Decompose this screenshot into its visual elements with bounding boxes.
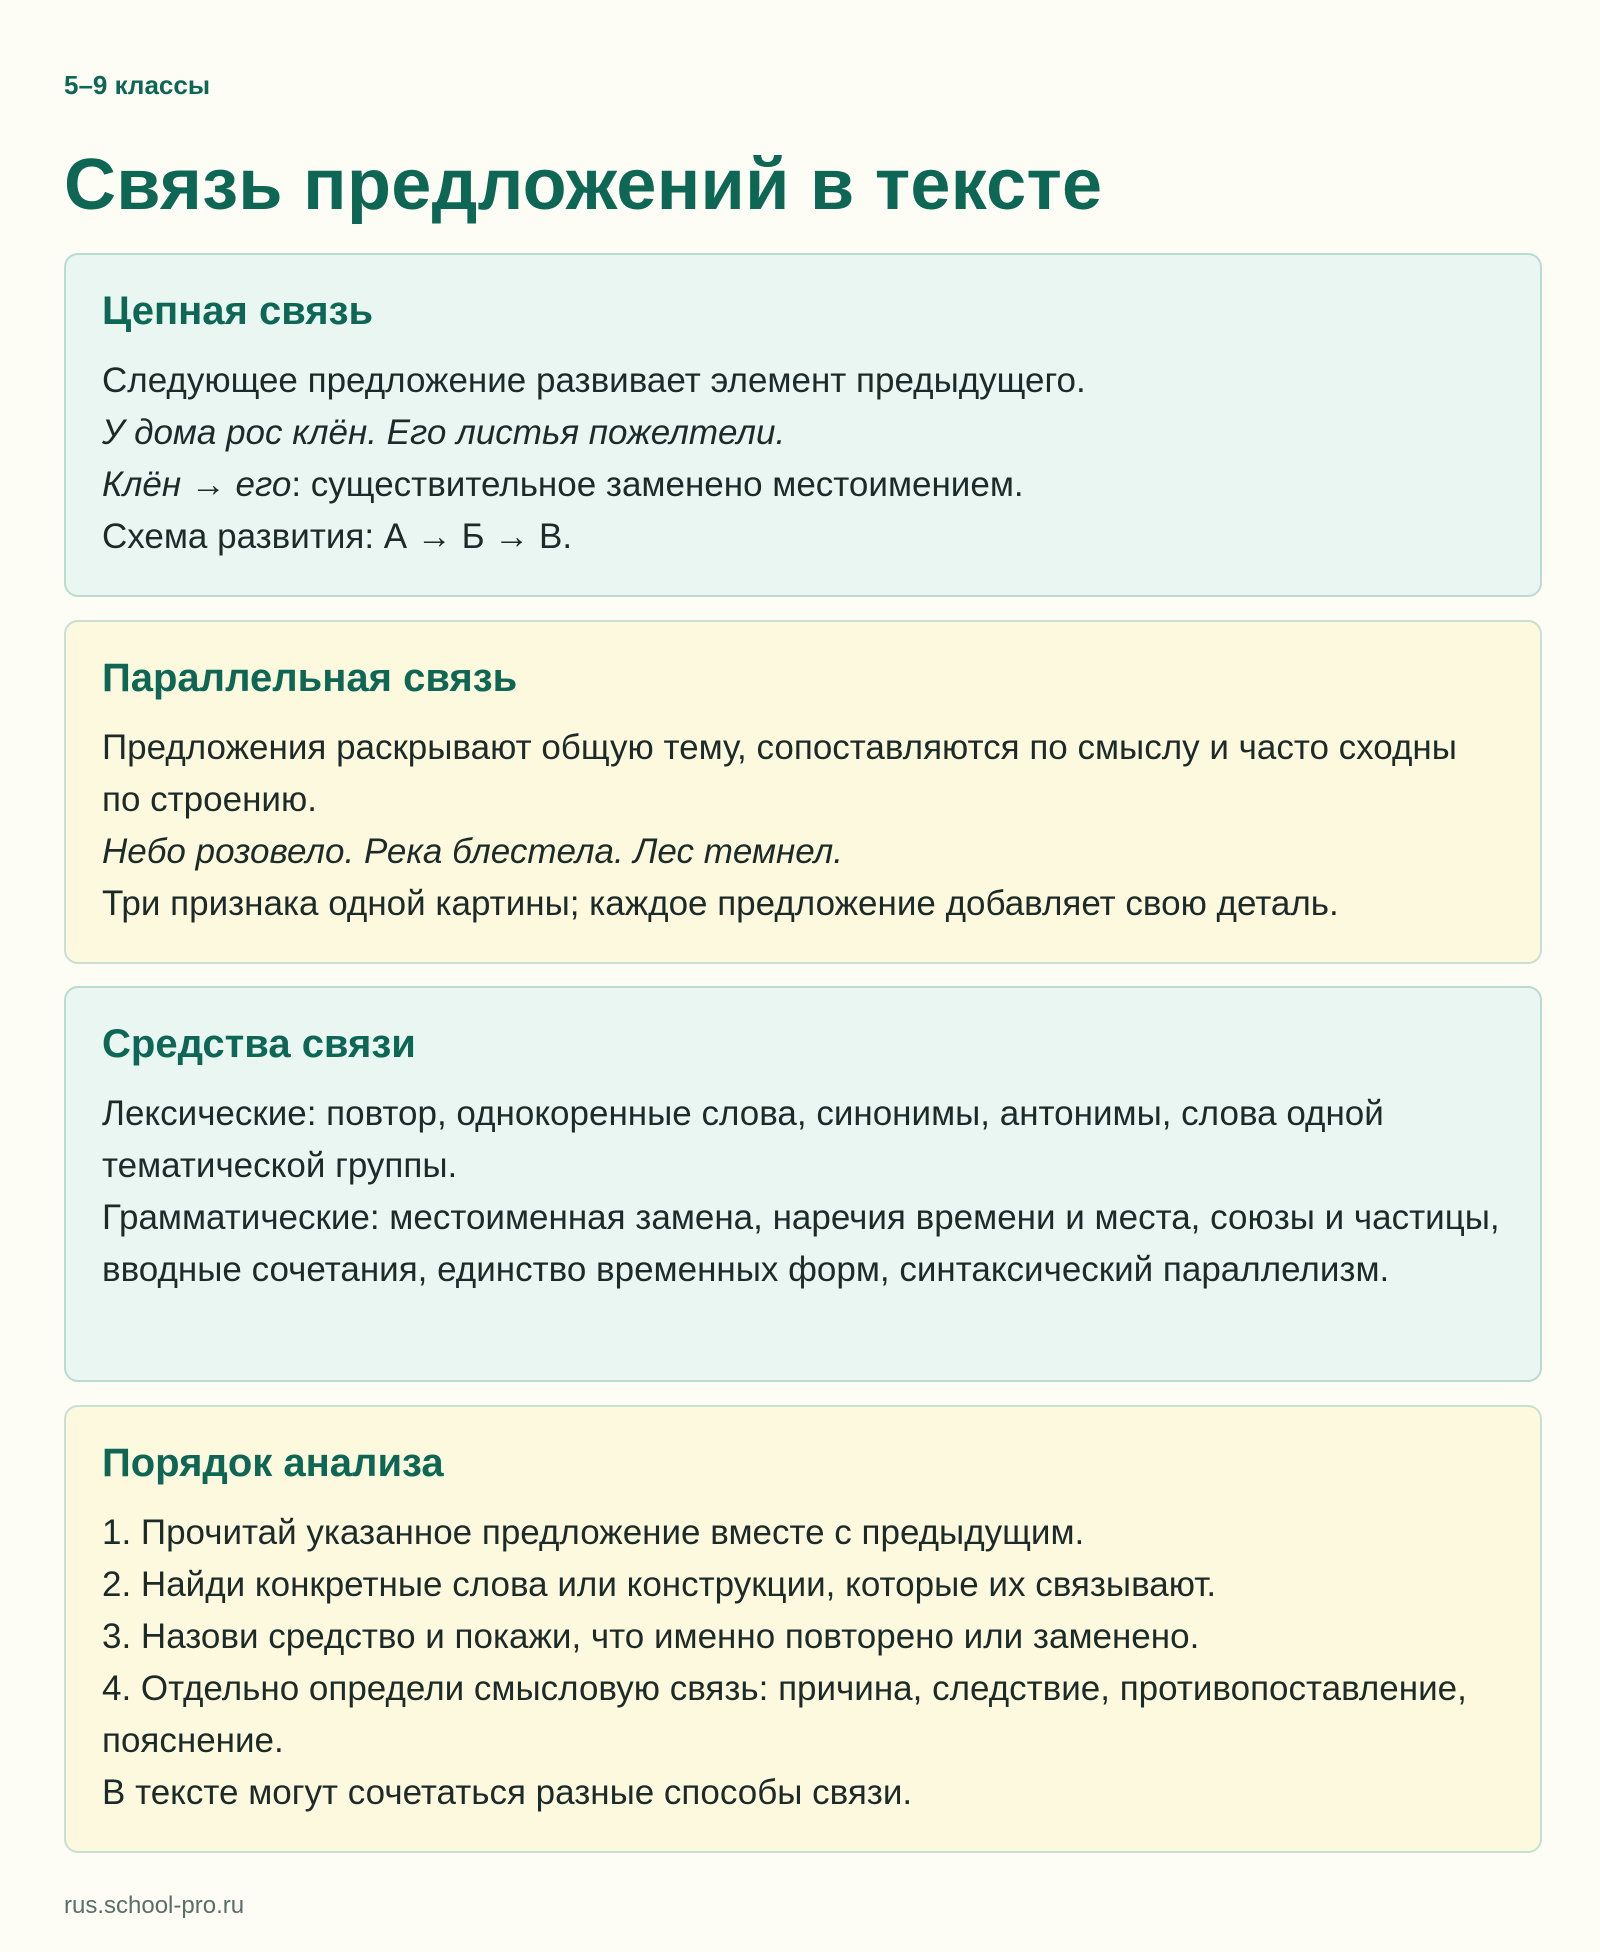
pair-words: Клён → его <box>102 465 292 504</box>
step-item: 1. Прочитай указанное предложение вместе с предыдущим. <box>102 1513 1085 1552</box>
grammatical-means-text: Грамматические: местоименная замена, наречия времени и места, союзы и частицы, вводные сочетания, единство временных форм, синтаксический параллелизм. <box>102 1198 1500 1289</box>
card-chain-connection <box>64 253 1542 597</box>
card-heading: Параллельная связь <box>102 656 518 700</box>
pair-line <box>102 459 1504 511</box>
pair-note: : существительное заменено местоимением. <box>291 465 1024 504</box>
grade-label: 5–9 классы <box>64 70 211 100</box>
page-title: Связь предложений в тексте <box>64 145 1103 225</box>
lexical-means-text: Лексические: повтор, однокоренные слова, синонимы, антонимы, слова одной тематической группы. <box>102 1094 1384 1185</box>
card-heading: Цепная связь <box>102 289 374 333</box>
card-analysis-order <box>64 1405 1542 1853</box>
definition-text: Предложения раскрывают общую тему, сопоставляются по смыслу и часто сходны по строению. <box>102 728 1457 819</box>
example-text: У дома рос клён. Его листья пожелтели. <box>102 413 786 452</box>
note-text: Три признака одной картины; каждое предложение добавляет свою деталь. <box>102 884 1339 923</box>
scheme-text: Схема развития: А → Б → В. <box>102 517 573 556</box>
step-item: 2. Найди конкретные слова или конструкции, которые их связывают. <box>102 1565 1217 1604</box>
example-text: Небо розовело. Река блестела. Лес темнел. <box>102 832 843 871</box>
step-item: 4. Отдельно определи смысловую связь: причина, следствие, противопоставление, пояснение. <box>102 1669 1467 1760</box>
definition-text: Следующее предложение развивает элемент предыдущего. <box>102 361 1086 400</box>
card-heading: Средства связи <box>102 1022 416 1066</box>
step-item: 3. Назови средство и покажи, что именно повторено или заменено. <box>102 1617 1200 1656</box>
note-text: В тексте могут сочетаться разные способы связи. <box>102 1773 913 1812</box>
card-connection-means <box>64 986 1542 1382</box>
card-parallel-connection <box>64 620 1542 964</box>
footer-site: rus.school-pro.ru <box>64 1892 245 1919</box>
card-heading: Порядок анализа <box>102 1441 444 1485</box>
